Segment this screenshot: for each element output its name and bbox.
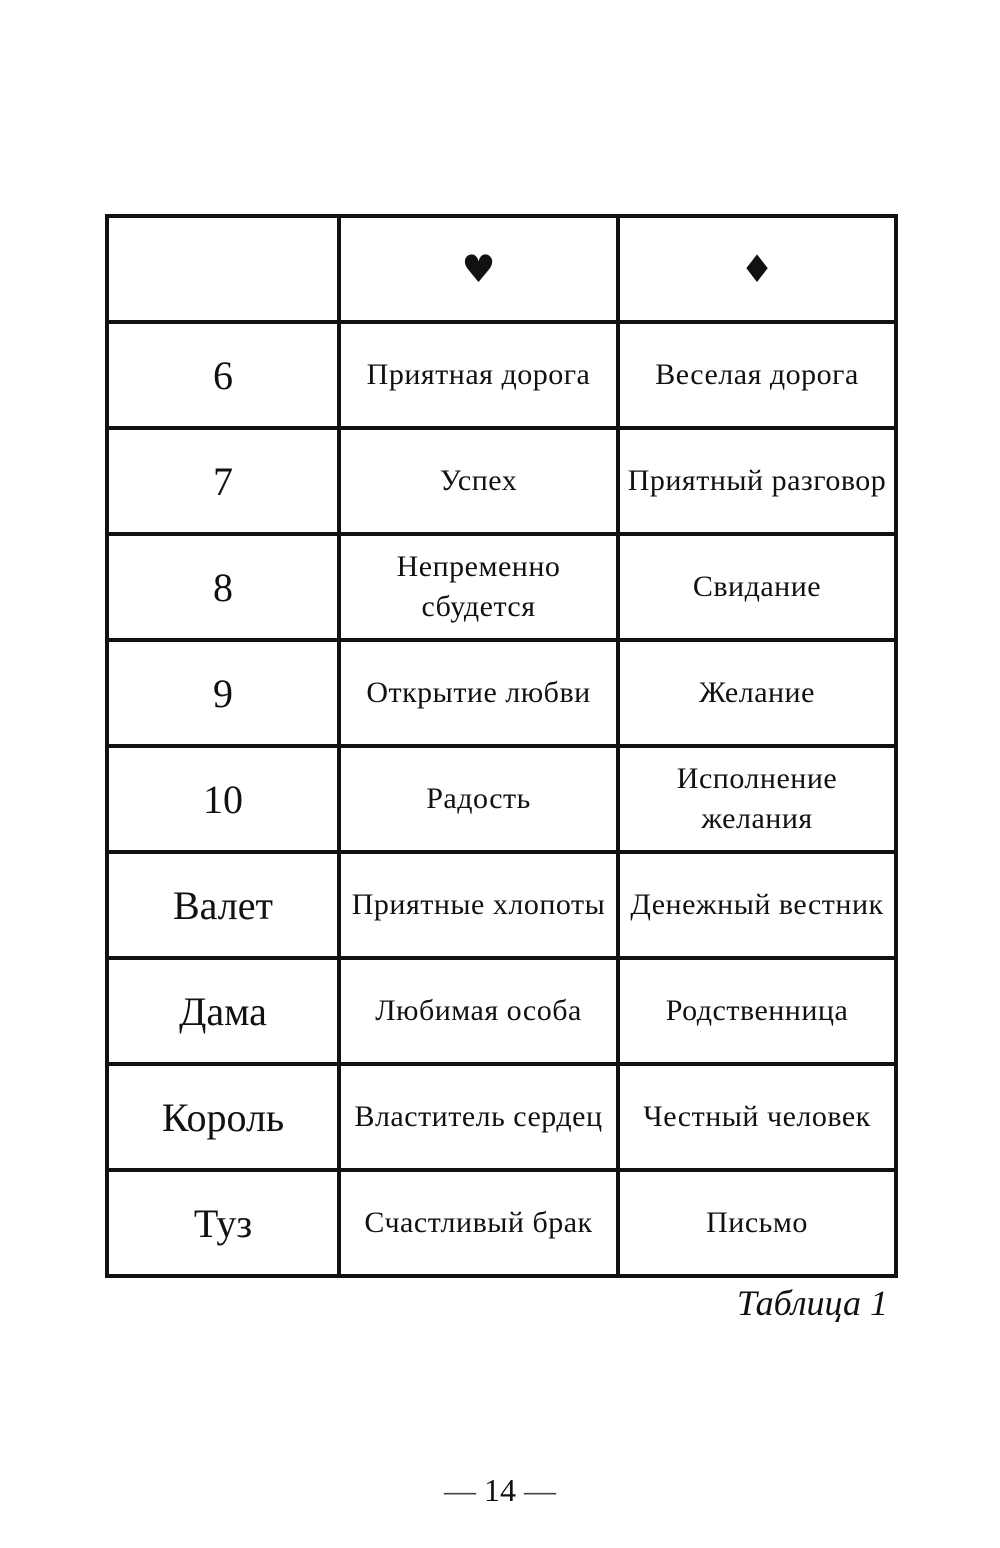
- card-meanings-table: [105, 214, 898, 1278]
- table-row: [107, 428, 896, 534]
- table-row: [107, 1170, 896, 1276]
- table-caption: Таблица 1: [736, 1283, 888, 1323]
- table-header-row: [107, 216, 896, 322]
- rank-cell: Дама: [107, 958, 339, 1064]
- hearts-meaning-cell: Счастливый брак: [339, 1170, 618, 1276]
- table-row: [107, 1064, 896, 1170]
- hearts-meaning-cell: Непременно сбудется: [339, 534, 618, 640]
- rank-cell: Валет: [107, 852, 339, 958]
- diamonds-meaning-cell: Свидание: [618, 534, 896, 640]
- hearts-meaning-cell: Приятные хлопоты: [339, 852, 618, 958]
- rank-cell: 6: [107, 322, 339, 428]
- page-number-right-dash: —: [524, 1472, 556, 1508]
- header-hearts-cell: [339, 216, 618, 322]
- hearts-meaning-cell: Радость: [339, 746, 618, 852]
- diamonds-meaning-cell: Исполнение желания: [618, 746, 896, 852]
- header-corner-cell: [107, 216, 339, 322]
- rank-cell: 8: [107, 534, 339, 640]
- diamonds-meaning-cell: Честный человек: [618, 1064, 896, 1170]
- hearts-meaning-cell: Открытие любви: [339, 640, 618, 746]
- diamond-icon: ♦: [739, 247, 775, 291]
- rank-cell: 7: [107, 428, 339, 534]
- hearts-meaning-cell: Успех: [339, 428, 618, 534]
- diamonds-meaning-cell: Веселая дорога: [618, 322, 896, 428]
- hearts-meaning-cell: Властитель сердец: [339, 1064, 618, 1170]
- table-row: [107, 322, 896, 428]
- page-number: [0, 1472, 1000, 1509]
- diamonds-meaning-cell: Желание: [618, 640, 896, 746]
- table-row: [107, 958, 896, 1064]
- rank-cell: Король: [107, 1064, 339, 1170]
- diamonds-meaning-cell: Родственница: [618, 958, 896, 1064]
- header-diamonds-cell: [618, 216, 896, 322]
- rank-cell: Туз: [107, 1170, 339, 1276]
- diamonds-meaning-cell: Приятный разговор: [618, 428, 896, 534]
- page-number-left-dash: —: [444, 1472, 476, 1508]
- heart-icon: ♥: [461, 247, 496, 291]
- rank-cell: 9: [107, 640, 339, 746]
- diamonds-meaning-cell: Денежный вестник: [618, 852, 896, 958]
- hearts-meaning-cell: Приятная дорога: [339, 322, 618, 428]
- diamonds-meaning-cell: Письмо: [618, 1170, 896, 1276]
- table-row: [107, 534, 896, 640]
- table-row: [107, 746, 896, 852]
- page-number-value: 14: [484, 1472, 516, 1508]
- table-row: [107, 640, 896, 746]
- hearts-meaning-cell: Любимая особа: [339, 958, 618, 1064]
- table-row: [107, 852, 896, 958]
- rank-cell: 10: [107, 746, 339, 852]
